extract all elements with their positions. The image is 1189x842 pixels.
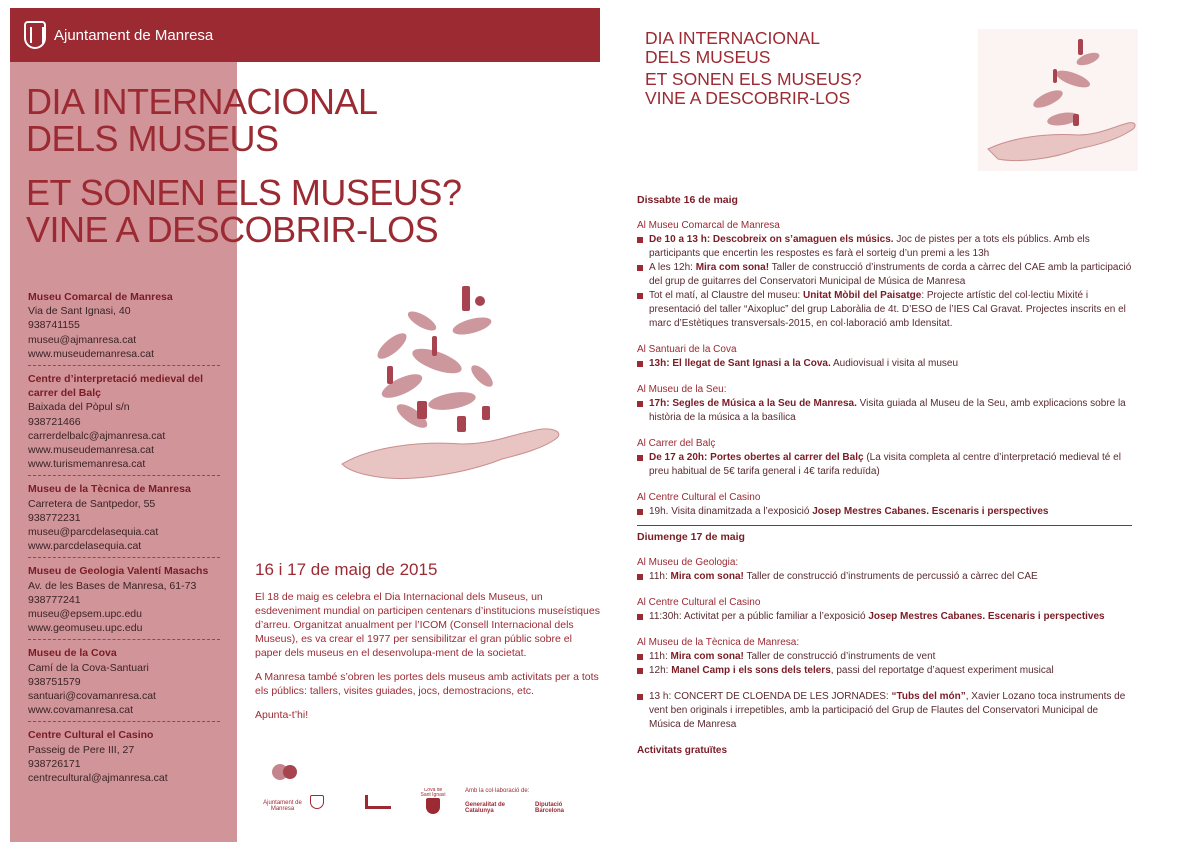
venue-heading: Al Centre Cultural el Casino xyxy=(637,597,761,608)
item-text: (La visita completa al centre d’interpretació medieval té el preu habitual de 5€ tarifa general i 4€ tarifa reduïda) xyxy=(649,452,1121,477)
cova-logo xyxy=(420,788,446,814)
museum-website[interactable]: www.turismemanresa.cat xyxy=(28,458,146,471)
main-subtitle xyxy=(26,174,461,248)
museum-website[interactable]: www.museudemanresa.cat xyxy=(28,444,155,457)
museum-address: Carretera de Santpedor, 55 xyxy=(28,497,156,510)
item-text: Visita guiada al Museu de la Seu, amb explicacions sobre la història de la música a la basílica xyxy=(649,398,1126,423)
event-dates: 16 i 17 de maig de 2015 xyxy=(255,560,438,579)
venue-heading: Al Museu de la Seu: xyxy=(637,384,727,395)
museum-address: Via de Sant Ignasi, 40 xyxy=(28,305,131,318)
venue-heading: Al Carrer del Balç xyxy=(637,438,716,449)
museums-list xyxy=(28,290,220,795)
day-heading: Diumenge 17 de maig xyxy=(637,531,745,543)
item-title: “Tubs del món” xyxy=(891,691,966,702)
venue-heading: Al Centre Cultural el Casino xyxy=(637,492,761,503)
museum-phone: 938721466 xyxy=(28,415,81,428)
intro-section xyxy=(255,560,600,732)
museum-phone: 938726171 xyxy=(28,757,81,770)
day-divider xyxy=(637,525,1132,526)
museum-card xyxy=(28,564,220,640)
museum-email[interactable]: museu@ajmanresa.cat xyxy=(28,333,137,346)
item-title: Mira com sona! xyxy=(670,651,744,662)
header-bar xyxy=(10,8,600,62)
intro-paragraph: El 18 de maig es celebra el Dia Internacional dels Museus, un esdeveniment mundial on participen centenars d’institucions museístiques d’arreu. Organitzat anualment per l’ICOM (Consell Internacional dels Museus), es va crear el 1977 per sensibilitzar el gran públic sobre el paper dels museus en el desenvolupa-ment de la societat. xyxy=(255,591,600,659)
item-time: 12h: xyxy=(649,665,672,676)
ajuntament-label: Ajuntament de Manresa xyxy=(263,800,302,812)
program-item xyxy=(637,664,1132,678)
cova-label: Cova de Sant Ignasi xyxy=(420,788,446,798)
sponsor-logos xyxy=(260,760,600,820)
venue-heading: Al Museu de Geologia: xyxy=(637,557,739,568)
main-title-line1: DIA INTERNACIONAL xyxy=(26,81,378,122)
program-item xyxy=(637,397,1132,425)
museum-name: Centre d’interpretació medieval del carrer del Balç xyxy=(28,373,204,400)
museum-name: Museu Comarcal de Manresa xyxy=(28,291,173,303)
item-title: 17h: Segles de Música a la Seu de Manresa. xyxy=(649,398,857,409)
museum-card xyxy=(28,290,220,366)
right-title-line1: DIA INTERNACIONAL xyxy=(645,28,821,48)
item-title: Josep Mestres Cabanes. Escenaris i perspectives xyxy=(868,611,1105,622)
right-subtitle-line2: VINE A DESCOBRIR-LOS xyxy=(645,88,851,108)
item-text: , passi del reportatge d’aquest experiment musical xyxy=(830,665,1054,676)
museum-website[interactable]: www.parcdelasequia.cat xyxy=(28,540,142,553)
generalitat-logo: Generalitat de Catalunya xyxy=(465,802,506,814)
venue-heading: Al Museu Comarcal de Manresa xyxy=(637,220,780,231)
item-text: 11:30h: Activitat per a públic familiar a l’exposició xyxy=(649,611,869,622)
item-text: 19h. Visita dinamitzada a l’exposició xyxy=(649,506,813,517)
item-time: A les 12h: xyxy=(649,262,696,273)
right-subtitle-line1: ET SONEN ELS MUSEUS? xyxy=(645,69,862,89)
collab-label: Amb la col·laboració de: xyxy=(465,788,530,794)
left-panel xyxy=(10,8,600,842)
right-title-line2: DELS MUSEUS xyxy=(645,47,771,67)
shield-icon xyxy=(24,21,46,49)
item-text: Taller de construcció d’instruments de vent xyxy=(743,651,936,662)
museum-email[interactable]: santuari@covamanresa.cat xyxy=(28,690,156,703)
item-text: Taller de construcció d’instruments de percussió a càrrec del CAE xyxy=(743,571,1038,582)
museum-card xyxy=(28,728,220,789)
hand-illustration-thumbnail xyxy=(978,29,1138,171)
museum-name: Museu de la Cova xyxy=(28,647,117,660)
item-text: : Projecte artístic del col·lectiu Mixité i presentació del taller “Aixopluc” del grup Laboràlia de 4t. D’ESO de l’IES Cal Gravat. Projectes inscrits en el marc d’Estètiques transversals-2015, en col·laboració amb Idensitat. xyxy=(649,290,1126,329)
main-subtitle-line2: VINE A DESCOBRIR-LOS xyxy=(26,209,439,250)
museum-address: Baixada del Pòpul s/n xyxy=(28,401,130,414)
museum-email[interactable]: museu@epsem.upc.edu xyxy=(28,608,142,621)
venue-heading: Al Santuari de la Cova xyxy=(637,344,737,355)
item-time: 13 h: CONCERT DE CLOENDA DE LES JORNADES: xyxy=(649,691,892,702)
day-heading: Dissabte 16 de maig xyxy=(637,194,738,206)
museum-address: Camí de la Cova-Santuari xyxy=(28,661,149,674)
item-time: 11h: xyxy=(649,571,671,582)
item-time: Tot el matí, al Claustre del museu: xyxy=(649,290,803,301)
item-time: 11h: xyxy=(649,651,671,662)
museum-email[interactable]: centrecultural@ajmanresa.cat xyxy=(28,772,168,785)
right-title xyxy=(645,29,820,67)
item-text: Audiovisual i visita al museu xyxy=(830,358,959,369)
program-item xyxy=(637,570,1132,584)
main-title-line2: DELS MUSEUS xyxy=(26,118,279,159)
museum-phone: 938741155 xyxy=(28,319,80,332)
item-text: , Xavier Lozano toca instruments de vent ben originals i irrepetibles, amb la participació del Grup de Flautes del Conservatori Municipal de Música de Manresa xyxy=(649,691,1126,730)
item-title: Josep Mestres Cabanes. Escenaris i perspectives xyxy=(812,506,1049,517)
program-item xyxy=(637,650,1132,664)
museum-phone: 938751579 xyxy=(28,675,81,688)
hand-with-objects-illustration xyxy=(332,266,572,491)
item-text: Taller de construcció d’instruments de corda a càrrec del CAE amb la participació del grup de guitarres del Conservatori Municipal de Música de Manresa xyxy=(649,262,1132,287)
program-schedule xyxy=(637,193,1132,758)
museum-email[interactable]: museu@parcdelasequia.cat xyxy=(28,526,159,539)
museum-name: Centre Cultural el Casino xyxy=(28,729,154,742)
right-subtitle xyxy=(645,70,862,108)
program-item xyxy=(637,357,1132,371)
venue-heading: Al Museu de la Tècnica de Manresa: xyxy=(637,637,800,648)
museum-email[interactable]: carrerdelbalc@ajmanresa.cat xyxy=(28,429,166,442)
museum-day-logo xyxy=(265,760,305,786)
museum-website[interactable]: www.museudemanresa.cat xyxy=(28,347,155,360)
free-activities-note: Activitats gratuïtes xyxy=(637,745,728,756)
item-title: 13h: El llegat de Sant Ignasi a la Cova. xyxy=(649,358,831,369)
closing-concert-item xyxy=(637,690,1132,732)
item-title: Unitat Mòbil del Paisatge xyxy=(802,290,922,301)
main-title xyxy=(26,83,378,157)
item-text: Joc de pistes per a tots els públics. Amb els participants que encertin les respostes es farà el sorteig d’un premi a les 13h xyxy=(649,234,1090,259)
museum-name: Museu de Geologia Valentí Masachs xyxy=(28,565,209,578)
diputacio-logo: Diputació Barcelona xyxy=(535,802,565,814)
item-title: De 17 a 20h: Portes obertes al carrer del Balç xyxy=(649,452,864,463)
museum-card xyxy=(28,482,220,558)
ajuntament-shield-icon xyxy=(310,795,324,809)
museum-address: Av. de les Bases de Manresa, 61-73 xyxy=(28,579,197,592)
intro-paragraph: A Manresa també s’obren les portes dels museus amb activitats per a tots els públics: tallers, visites guiades, jocs, demostracions, etc. xyxy=(255,671,599,697)
program-item xyxy=(637,610,1132,624)
museum-phone: 938777241 xyxy=(28,593,81,606)
main-subtitle-line1: ET SONEN ELS MUSEUS? xyxy=(26,172,462,213)
call-to-action: Apunta-t’hi! xyxy=(255,709,309,721)
ajuntament-logo xyxy=(24,21,213,49)
museum-address: Passeig de Pere III, 27 xyxy=(28,743,135,756)
museum-website[interactable]: www.covamanresa.cat xyxy=(28,704,134,717)
program-item xyxy=(637,233,1132,261)
program-item xyxy=(637,505,1132,519)
museum-card xyxy=(28,646,220,722)
program-item xyxy=(637,289,1132,331)
org-name: Ajuntament de Manresa xyxy=(54,26,214,44)
museum-website[interactable]: www.geomuseu.upc.edu xyxy=(28,622,143,635)
program-item xyxy=(637,261,1132,289)
museum-name: Museu de la Tècnica de Manresa xyxy=(28,483,191,496)
item-title: Mira com sona! xyxy=(695,262,770,273)
item-title: Mira com sona! xyxy=(670,571,744,582)
item-title: Manel Camp i els sons dels telers xyxy=(671,665,831,676)
museum-phone: 938772231 xyxy=(28,511,81,524)
museum-building-icon xyxy=(365,795,391,809)
museum-card xyxy=(28,372,220,476)
item-title: De 10 a 13 h: Descobreix on s’amaguen els músics. xyxy=(649,234,894,245)
program-item xyxy=(637,451,1132,479)
